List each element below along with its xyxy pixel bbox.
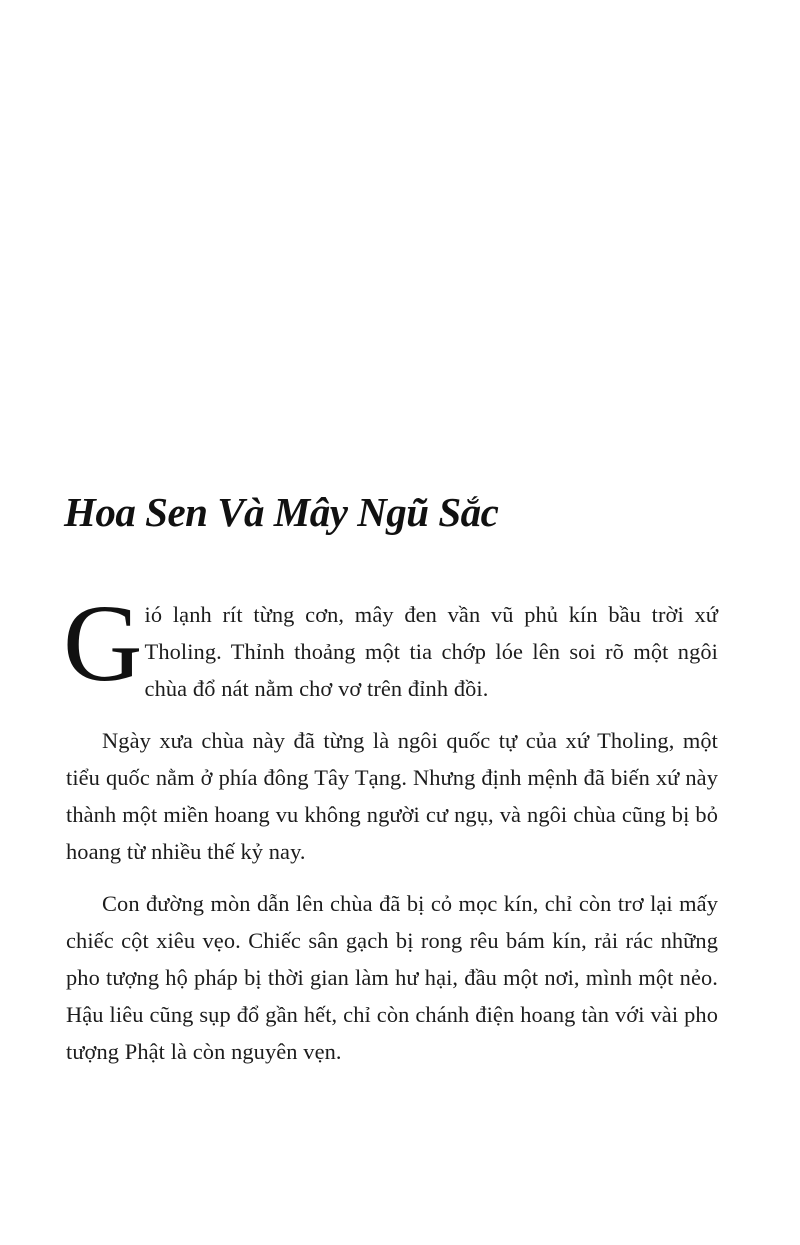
paragraph-2 [66, 722, 718, 870]
paragraph-3-text: Con đường mòn dẫn lên chùa đã bị cỏ mọc kín, chỉ còn trơ lại mấy chiếc cột xiêu vẹo. Chiếc sân gạch bị rong rêu bám kín, rải rác những pho tượng hộ pháp bị thời gian làm hư hại, đầu một nơi, mình một nẻo. Hậu liêu cũng sụp đổ gần hết, chỉ còn chánh điện hoang tàn với vài pho tượng Phật là còn nguyên vẹn. [66, 891, 718, 1064]
paragraph-3 [66, 885, 718, 1070]
paragraph-2-text: Ngày xưa chùa này đã từng là ngôi quốc tự của xứ Tholing, một tiểu quốc nằm ở phía đông Tây Tạng. Nhưng định mệnh đã biến xứ này thành một miền hoang vu không người cư ngụ, và ngôi chùa cũng bị bỏ hoang từ nhiều thế kỷ nay. [66, 728, 718, 864]
chapter-body [63, 582, 718, 1070]
chapter-title: Hoa Sen Và Mây Ngũ Sắc [64, 489, 499, 535]
drop-cap-letter: G [63, 582, 143, 704]
paragraph-1 [63, 582, 718, 707]
paragraph-1-text: ió lạnh rít từng cơn, mây đen vần vũ phủ kín bầu trời xứ Tholing. Thỉnh thoảng một tia chớp lóe lên soi rõ một ngôi chùa đổ nát nằm chơ vơ trên đỉnh đồi. [144, 602, 718, 701]
